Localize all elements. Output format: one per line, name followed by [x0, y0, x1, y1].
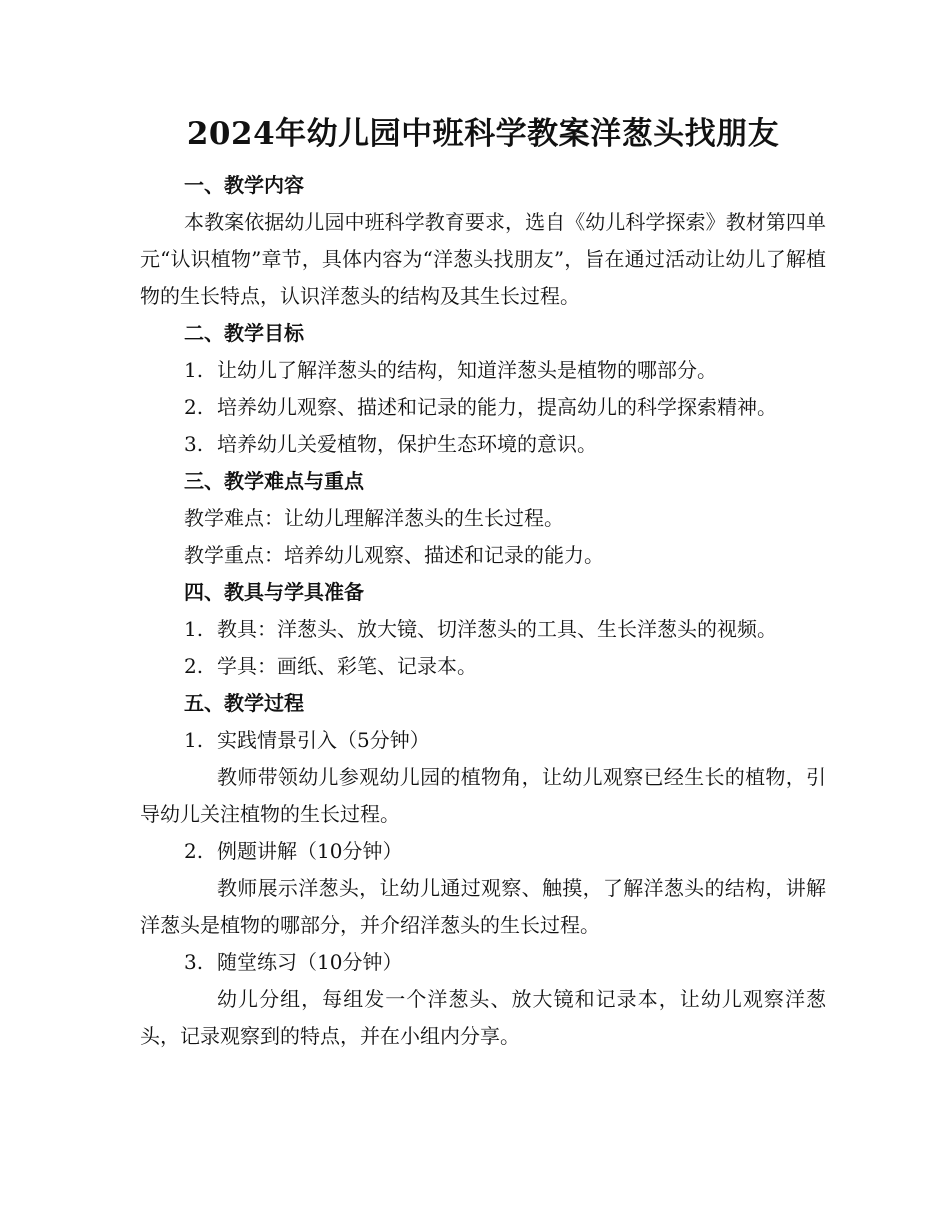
list-item-number: 3.	[184, 432, 204, 456]
list-item	[140, 426, 826, 463]
list-item-number: 1.	[184, 617, 204, 641]
step-title	[140, 944, 826, 981]
step-body: 教师展示洋葱头，让幼儿通过观察、触摸，了解洋葱头的结构，讲解洋葱头是植物的哪部分，并介绍洋葱头的生长过程。	[140, 876, 826, 937]
section-teaching-content	[140, 167, 826, 315]
step-number: 3.	[184, 950, 204, 974]
list-item-number: 2.	[184, 654, 204, 678]
step-title-text: 实践情景引入（5分钟）	[217, 728, 430, 752]
section-heading: 二、教学目标	[184, 321, 304, 345]
list-item	[140, 611, 826, 648]
section-teaching-goals	[140, 315, 826, 463]
focus-line: 教学重点：培养幼儿观察、描述和记录的能力。	[184, 543, 604, 567]
step-number: 2.	[184, 839, 204, 863]
list-item-text: 培养幼儿关爱植物，保护生态环境的意识。	[217, 432, 597, 456]
document-title: 2024年幼儿园中班科学教案洋葱头找朋友	[186, 116, 780, 152]
list-item-number: 2.	[184, 395, 204, 419]
difficulty-line: 教学难点：让幼儿理解洋葱头的生长过程。	[184, 506, 564, 530]
list-item	[140, 389, 826, 426]
section-teaching-process	[140, 685, 826, 1055]
section-paragraph: 本教案依据幼儿园中班科学教育要求，选自《幼儿科学探索》教材第四单元“认识植物”章节，具体内容为“洋葱头找朋友”，旨在通过活动让幼儿了解植物的生长特点，认识洋葱头的结构及其生长过程。	[140, 210, 826, 308]
step-title	[140, 722, 826, 759]
section-heading: 四、教具与学具准备	[184, 580, 364, 604]
section-difficulty-and-focus	[140, 463, 826, 574]
step-body: 幼儿分组，每组发一个洋葱头、放大镜和记录本，让幼儿观察洋葱头，记录观察到的特点，并在小组内分享。	[140, 987, 826, 1048]
section-materials	[140, 574, 826, 685]
step-body: 教师带领幼儿参观幼儿园的植物角，让幼儿观察已经生长的植物，引导幼儿关注植物的生长过程。	[140, 765, 826, 826]
list-item	[140, 352, 826, 389]
list-item-text: 教具：洋葱头、放大镜、切洋葱头的工具、生长洋葱头的视频。	[217, 617, 777, 641]
step-title-text: 随堂练习（10分钟）	[217, 950, 403, 974]
section-heading: 三、教学难点与重点	[184, 469, 364, 493]
list-item-text: 学具：画纸、彩笔、记录本。	[217, 654, 477, 678]
step-title	[140, 833, 826, 870]
list-item	[140, 648, 826, 685]
step-number: 1.	[184, 728, 204, 752]
section-heading: 五、教学过程	[184, 691, 304, 715]
list-item-number: 1.	[184, 358, 204, 382]
list-item-text: 让幼儿了解洋葱头的结构，知道洋葱头是植物的哪部分。	[217, 358, 717, 382]
step-title-text: 例题讲解（10分钟）	[217, 839, 403, 863]
list-item-text: 培养幼儿观察、描述和记录的能力，提高幼儿的科学探索精神。	[217, 395, 777, 419]
section-heading: 一、教学内容	[184, 173, 304, 197]
